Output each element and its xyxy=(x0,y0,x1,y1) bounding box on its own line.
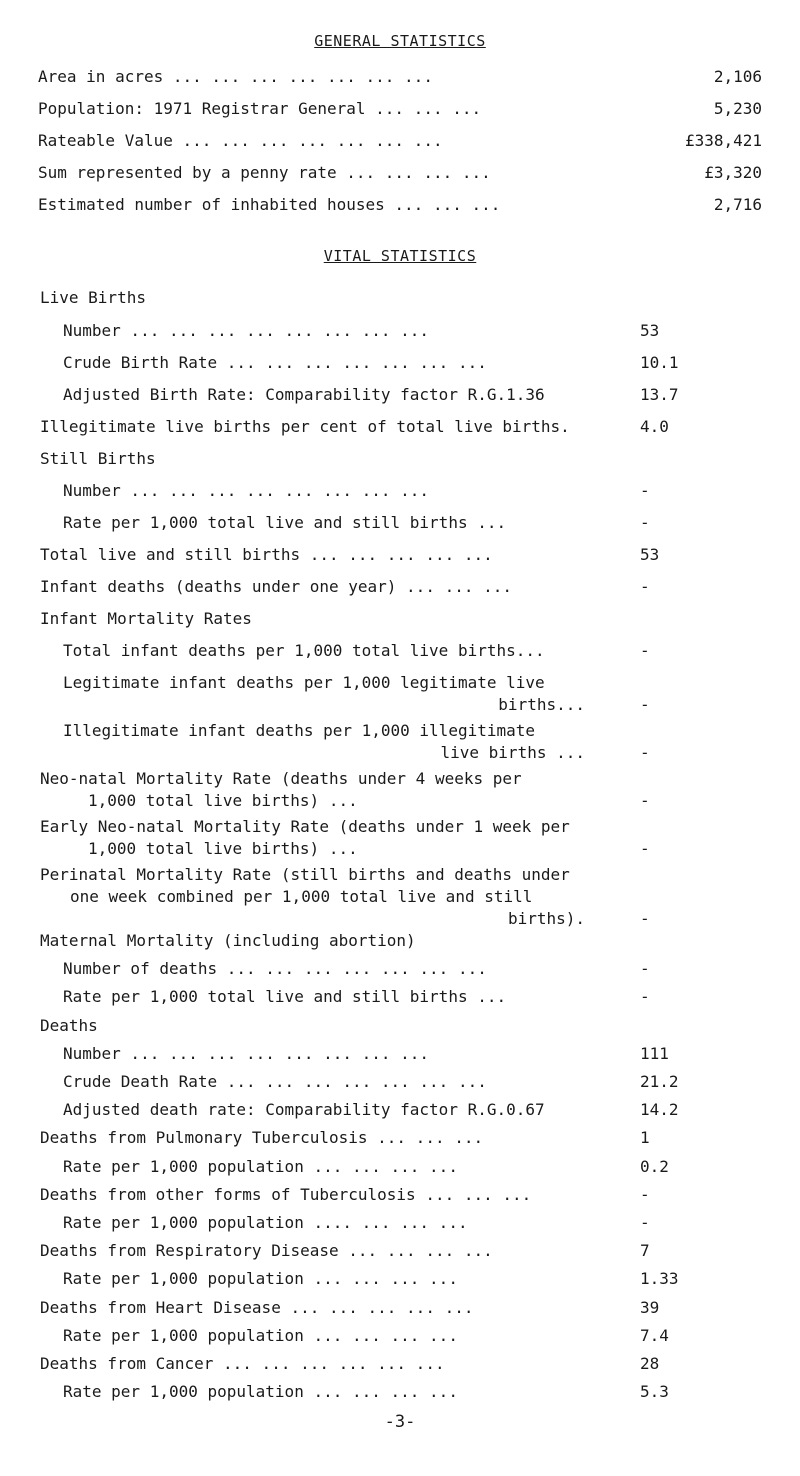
vital-label: Total infant deaths per 1,000 total live births... xyxy=(63,641,545,660)
vital-label: Deaths from Heart Disease ... ... ... ... ... xyxy=(40,1298,474,1317)
vital-stat-row xyxy=(0,449,800,473)
vital-label: Legitimate infant deaths per 1,000 legitimate live xyxy=(63,673,545,692)
vital-label: Rate per 1,000 population ... ... ... ... xyxy=(63,1269,458,1288)
vital-stat-row xyxy=(0,1072,800,1096)
vital-label: Adjusted death rate: Comparability factor R.G.0.67 xyxy=(63,1100,545,1119)
vital-value: - xyxy=(640,1185,650,1204)
vital-value: - xyxy=(640,959,650,978)
vital-stat-row xyxy=(0,1354,800,1378)
vital-value: - xyxy=(640,987,650,1006)
vital-label: Illegitimate live births per cent of total live births. xyxy=(40,417,570,436)
vital-label: Deaths from Cancer ... ... ... ... ... ... xyxy=(40,1354,445,1373)
vital-label: Deaths xyxy=(40,1016,98,1035)
stat-value: 2,716 xyxy=(713,195,762,214)
vital-stat-row xyxy=(0,931,800,955)
vital-value: 1 xyxy=(640,1128,650,1147)
vital-label: Crude Birth Rate ... ... ... ... ... ... ... xyxy=(63,353,487,372)
vital-value: - xyxy=(640,1213,650,1232)
vital-stat-row xyxy=(0,1016,800,1040)
vital-value: 5.3 xyxy=(640,1382,669,1401)
stat-value: £3,320 xyxy=(704,163,762,182)
general-stat-row xyxy=(0,67,800,91)
vital-label: Early Neo-natal Mortality Rate (deaths under 1 week per xyxy=(40,817,570,836)
stat-label: Population: 1971 Registrar General ... ... ... xyxy=(38,99,482,118)
vital-label: Infant Mortality Rates xyxy=(40,609,252,628)
vital-stat-row xyxy=(0,1382,800,1406)
vital-label: Number of deaths ... ... ... ... ... ... ... xyxy=(63,959,487,978)
vital-stat-row xyxy=(0,545,800,569)
vital-label: Infant deaths (deaths under one year) ... ... ... xyxy=(40,577,513,596)
vital-label: Deaths from Pulmonary Tuberculosis ... ... ... xyxy=(40,1128,484,1147)
vital-multiline-entry xyxy=(0,721,800,769)
vital-label: Total live and still births ... ... ... ... ... xyxy=(40,545,493,564)
vital-value: - xyxy=(640,791,650,810)
vital-value: 10.1 xyxy=(640,353,679,372)
general-stat-row xyxy=(0,163,800,187)
perinatal-entry xyxy=(0,865,800,937)
vital-multiline-entry xyxy=(0,673,800,721)
vital-stat-row xyxy=(0,1213,800,1237)
general-stat-row xyxy=(0,195,800,219)
stat-label: Estimated number of inhabited houses ... ... ... xyxy=(38,195,501,214)
vital-value: 1.33 xyxy=(640,1269,679,1288)
vital-label: Still Births xyxy=(40,449,156,468)
vital-value: 7 xyxy=(640,1241,650,1260)
stat-label: Sum represented by a penny rate ... ... ... ... xyxy=(38,163,491,182)
vital-label-continuation: births). xyxy=(507,909,585,928)
vital-value: - xyxy=(640,513,650,532)
vital-stat-row xyxy=(0,513,800,537)
stat-value: 2,106 xyxy=(713,67,762,86)
vital-label: Neo-natal Mortality Rate (deaths under 4 weeks per xyxy=(40,769,522,788)
vital-label: Rate per 1,000 population ... ... ... ... xyxy=(63,1326,458,1345)
page-number: -3- xyxy=(384,1412,416,1432)
vital-label: Number ... ... ... ... ... ... ... ... xyxy=(63,481,430,500)
vital-multiline-entry xyxy=(0,817,800,865)
vital-label-continuation: live births ... xyxy=(440,743,585,762)
vital-stat-row xyxy=(0,353,800,377)
general-stat-row xyxy=(0,99,800,123)
vital-label-continuation: 1,000 total live births) ... xyxy=(88,791,358,810)
vital-statistics-title: VITAL STATISTICS xyxy=(323,247,477,265)
vital-stat-row xyxy=(0,321,800,345)
vital-stat-row xyxy=(0,1269,800,1293)
vital-value: - xyxy=(640,743,650,762)
vital-label: Illegitimate infant deaths per 1,000 illegitimate xyxy=(63,721,536,740)
vital-value: 53 xyxy=(640,545,660,564)
vital-stat-row xyxy=(0,1241,800,1265)
vital-label: Rate per 1,000 total live and still births ... xyxy=(63,513,507,532)
vital-stat-row xyxy=(0,609,800,633)
vital-label: Rate per 1,000 population ... ... ... ... xyxy=(63,1382,458,1401)
vital-stat-row xyxy=(0,1157,800,1181)
vital-label: Number ... ... ... ... ... ... ... ... xyxy=(63,321,430,340)
vital-label: Perinatal Mortality Rate (still births and deaths under xyxy=(40,865,570,884)
vital-label: Rate per 1,000 total live and still births ... xyxy=(63,987,507,1006)
vital-value: 39 xyxy=(640,1298,660,1317)
vital-stat-row xyxy=(0,1100,800,1124)
vital-value: 4.0 xyxy=(640,417,669,436)
vital-stat-row xyxy=(0,959,800,983)
vital-stat-row xyxy=(0,288,800,312)
vital-value: - xyxy=(640,695,650,714)
vital-label: Number ... ... ... ... ... ... ... ... xyxy=(63,1044,430,1063)
vital-value: - xyxy=(640,909,650,928)
vital-value: - xyxy=(640,641,650,660)
vital-value: 0.2 xyxy=(640,1157,669,1176)
vital-stat-row xyxy=(0,481,800,505)
vital-label: Rate per 1,000 population .... ... ... ... xyxy=(63,1213,468,1232)
vital-stat-row xyxy=(0,1326,800,1350)
vital-label-continuation: births... xyxy=(498,695,585,714)
vital-label: Live Births xyxy=(40,288,146,307)
vital-value: 28 xyxy=(640,1354,660,1373)
vital-value: 21.2 xyxy=(640,1072,679,1091)
stat-label: Area in acres ... ... ... ... ... ... ... xyxy=(38,67,433,86)
vital-value: 13.7 xyxy=(640,385,679,404)
vital-label: Deaths from Respiratory Disease ... ... ... ... xyxy=(40,1241,493,1260)
stat-value: 5,230 xyxy=(713,99,762,118)
vital-value: 111 xyxy=(640,1044,669,1063)
general-statistics-title: GENERAL STATISTICS xyxy=(314,32,486,50)
vital-label: Maternal Mortality (including abortion) xyxy=(40,931,416,950)
vital-stat-row xyxy=(0,1128,800,1152)
vital-value: - xyxy=(640,481,650,500)
vital-multiline-entry xyxy=(0,769,800,817)
vital-label: Rate per 1,000 population ... ... ... ... xyxy=(63,1157,458,1176)
stat-value: £338,421 xyxy=(684,131,762,150)
vital-stat-row xyxy=(0,577,800,601)
stat-label: Rateable Value ... ... ... ... ... ... ... xyxy=(38,131,443,150)
vital-label-continuation: 1,000 total live births) ... xyxy=(88,839,358,858)
vital-value: - xyxy=(640,577,650,596)
vital-stat-row xyxy=(0,987,800,1011)
vital-stat-row xyxy=(0,417,800,441)
vital-stat-row xyxy=(0,1044,800,1068)
vital-value: 53 xyxy=(640,321,660,340)
vital-value: 14.2 xyxy=(640,1100,679,1119)
vital-stat-row xyxy=(0,1298,800,1322)
general-stat-row xyxy=(0,131,800,155)
vital-label-continuation: one week combined per 1,000 total live and still xyxy=(70,887,533,906)
vital-stat-row xyxy=(0,1185,800,1209)
vital-label: Deaths from other forms of Tuberculosis ... ... ... xyxy=(40,1185,532,1204)
vital-value: - xyxy=(640,839,650,858)
vital-label: Crude Death Rate ... ... ... ... ... ... ... xyxy=(63,1072,487,1091)
vital-stat-row xyxy=(0,385,800,409)
vital-value: 7.4 xyxy=(640,1326,669,1345)
vital-label: Adjusted Birth Rate: Comparability factor R.G.1.36 xyxy=(63,385,545,404)
